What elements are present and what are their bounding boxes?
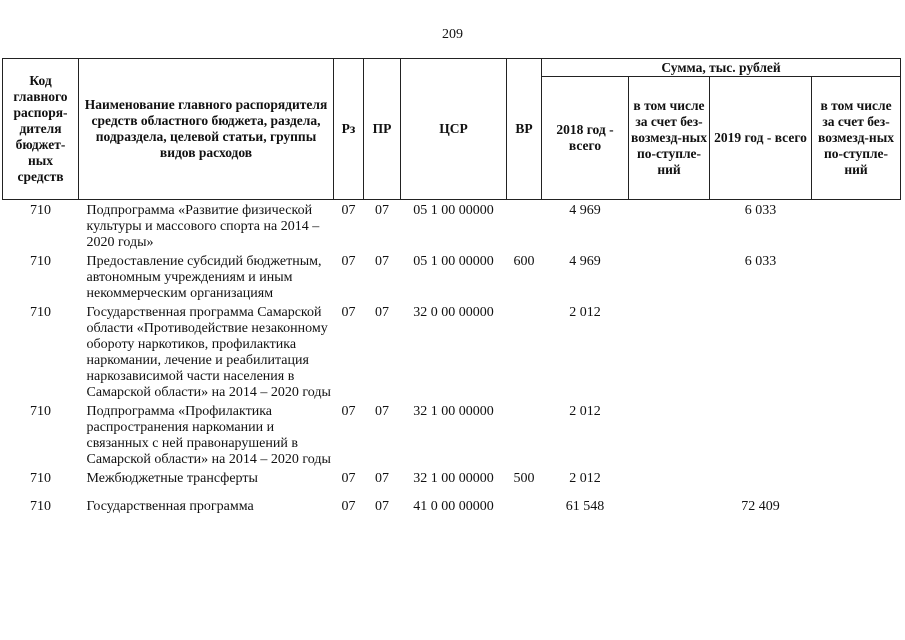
cell-name: Предоставление субсидий бюджетным, автономным учреждениям и иным некоммерческим организациям xyxy=(86,254,322,301)
cell-incl-2018 xyxy=(629,487,710,515)
cell-incl-2019 xyxy=(812,302,901,401)
header-pr: ПР xyxy=(364,59,401,200)
cell-sum-2018: 4 969 xyxy=(569,203,601,218)
cell-sum-2018: 2 012 xyxy=(569,404,601,419)
header-sum: Сумма, тыс. рублей xyxy=(542,59,901,77)
cell-rz: 07 xyxy=(341,404,356,419)
table-header xyxy=(3,59,901,200)
cell-rz: 07 xyxy=(341,254,356,269)
cell-vr xyxy=(507,487,542,515)
cell-csr: 05 1 00 00000 xyxy=(413,203,494,218)
cell-vr xyxy=(507,302,542,401)
table-row xyxy=(3,401,901,468)
cell-csr: 05 1 00 00000 xyxy=(413,254,494,269)
cell-sum-2019: 72 409 xyxy=(741,499,780,514)
cell-pr: 07 xyxy=(375,404,389,419)
header-csr: ЦСР xyxy=(401,59,507,200)
cell-code: 710 xyxy=(30,254,51,269)
cell-sum-2019: 6 033 xyxy=(744,254,777,269)
cell-code: 710 xyxy=(30,203,51,218)
cell-pr: 07 xyxy=(375,471,389,486)
cell-code: 710 xyxy=(30,305,51,320)
header-2019-total: 2019 год - всего xyxy=(710,77,812,200)
cell-rz: 07 xyxy=(341,471,356,486)
cell-name: Подпрограмма «Развитие физической культуры и массового спорта на 2014 – 2020 годы» xyxy=(86,203,320,250)
header-rz: Рз xyxy=(334,59,364,200)
cell-code: 710 xyxy=(30,471,51,486)
cell-incl-2018 xyxy=(629,401,710,468)
cell-sum-2019: 6 033 xyxy=(744,203,777,218)
cell-pr: 07 xyxy=(375,254,389,269)
cell-sum-2019 xyxy=(710,401,812,468)
budget-table xyxy=(2,58,901,515)
table-row xyxy=(3,200,901,252)
cell-csr: 41 0 00 00000 xyxy=(413,499,494,514)
cell-sum-2018: 61 548 xyxy=(565,499,605,514)
cell-code: 710 xyxy=(30,499,51,514)
table-row xyxy=(3,302,901,401)
cell-sum-2018: 4 969 xyxy=(569,254,601,269)
header-code: Код главного распоря-дителя бюджет-ных средств xyxy=(3,59,79,200)
cell-vr xyxy=(507,200,542,252)
cell-sum-2018: 2 012 xyxy=(569,305,601,320)
header-name: Наименование главного распорядителя средств областного бюджета, раздела, подраздела, целевой статьи, группы видов расходов xyxy=(79,59,334,200)
table-row xyxy=(3,468,901,487)
cell-incl-2019 xyxy=(812,251,901,302)
cell-csr: 32 1 00 00000 xyxy=(413,471,494,486)
cell-vr: 600 xyxy=(513,254,535,269)
cell-incl-2018 xyxy=(629,468,710,487)
cell-sum-2018: 2 012 xyxy=(569,471,601,486)
cell-name: Подпрограмма «Профилактика распространения наркомании и связанных с ней правонарушений в Самарской области» на 2014 – 2020 годы xyxy=(86,404,331,467)
header-2018-incl: в том числе за счет без-возмезд-ных по-ступле-ний xyxy=(629,77,710,200)
cell-vr xyxy=(507,401,542,468)
cell-sum-2019 xyxy=(710,302,812,401)
cell-code: 710 xyxy=(30,404,51,419)
cell-vr: 500 xyxy=(513,471,535,486)
table-row xyxy=(3,251,901,302)
cell-incl-2019 xyxy=(812,200,901,252)
header-2019-incl: в том числе за счет без-возмезд-ных по-ступле-ний xyxy=(812,77,901,200)
cell-pr: 07 xyxy=(375,499,389,514)
cell-name: Межбюджетные трансферты xyxy=(86,471,258,486)
cell-rz: 07 xyxy=(341,305,356,320)
cell-sum-2019 xyxy=(710,468,812,487)
cell-incl-2018 xyxy=(629,302,710,401)
cell-name: Государственная программа xyxy=(86,499,254,514)
cell-rz: 07 xyxy=(341,203,356,218)
header-vr: ВР xyxy=(507,59,542,200)
cell-incl-2018 xyxy=(629,251,710,302)
cell-csr: 32 1 00 00000 xyxy=(413,404,494,419)
cell-rz: 07 xyxy=(341,499,356,514)
cell-incl-2019 xyxy=(812,401,901,468)
cell-pr: 07 xyxy=(375,305,389,320)
table-row xyxy=(3,487,901,515)
cell-incl-2019 xyxy=(812,487,901,515)
cell-csr: 32 0 00 00000 xyxy=(413,305,494,320)
cell-name: Государственная программа Самарской области «Противодействие незаконному обороту наркотиков, профилактика наркомании, лечение и реабилитация наркозависимой части населения в Самарской области» на 2014 – 2020 годы xyxy=(86,305,331,400)
cell-incl-2019 xyxy=(812,468,901,487)
cell-incl-2018 xyxy=(629,200,710,252)
cell-pr: 07 xyxy=(375,203,389,218)
header-2018-total: 2018 год - всего xyxy=(542,77,629,200)
page-number: 209 xyxy=(442,27,463,42)
